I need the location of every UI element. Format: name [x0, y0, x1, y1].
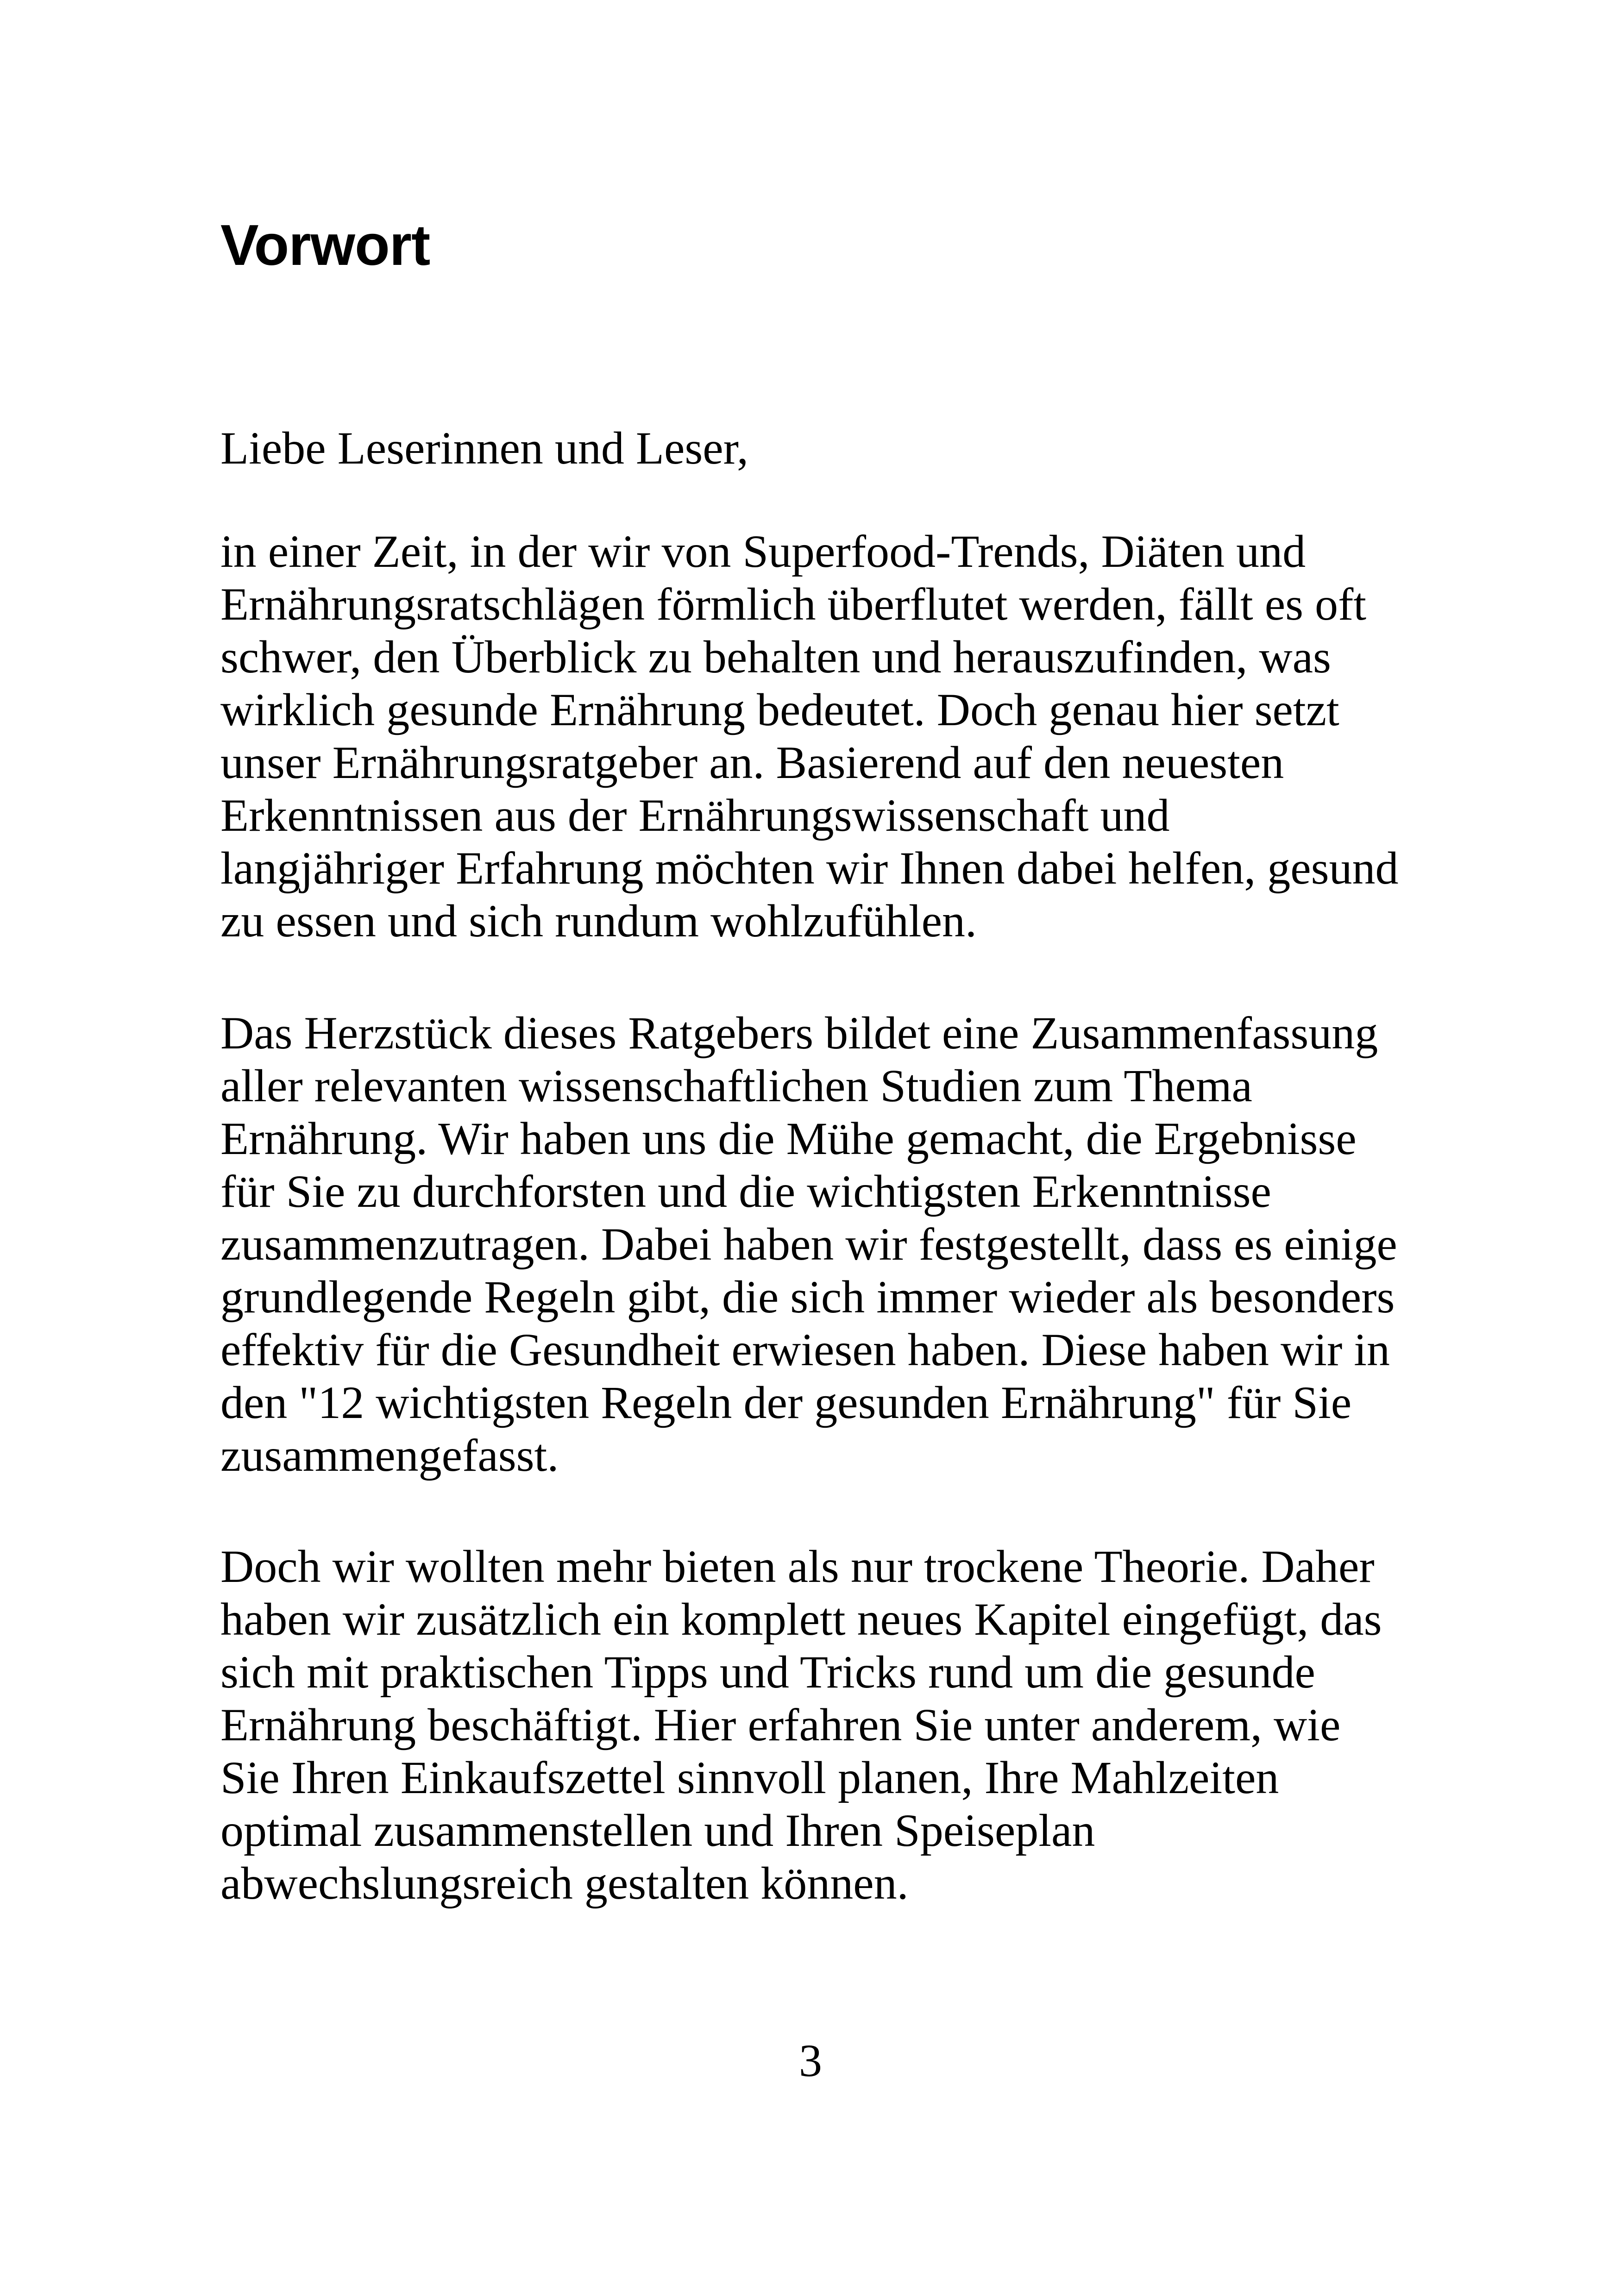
paragraph-line: Erkenntnissen aus der Ernährungswissenschaft und: [220, 790, 1170, 841]
paragraph-line: Doch wir wollten mehr bieten als nur trockene Theorie. Daher: [220, 1541, 1375, 1592]
page-title: Vorwort: [220, 213, 430, 277]
paragraph-line: haben wir zusätzlich ein komplett neues Kapitel eingefügt, das: [220, 1593, 1382, 1645]
paragraph-line: unser Ernährungsratgeber an. Basierend auf den neuesten: [220, 737, 1284, 788]
salutation: Liebe Leserinnen und Leser,: [220, 422, 748, 474]
paragraph-3: [220, 1540, 1382, 1910]
paragraph-line: Ernährung beschäftigt. Hier erfahren Sie unter anderem, wie: [220, 1699, 1341, 1750]
paragraph-2: [220, 1007, 1397, 1482]
paragraph-line: zusammenzutragen. Dabei haben wir festgestellt, dass es einige: [220, 1218, 1397, 1270]
paragraph-line: effektiv für die Gesundheit erwiesen haben. Diese haben wir in: [220, 1324, 1390, 1375]
paragraph-line: schwer, den Überblick zu behalten und herauszufinden, was: [220, 631, 1331, 683]
paragraph-line: aller relevanten wissenschaftlichen Studien zum Thema: [220, 1060, 1252, 1111]
paragraph-line: Sie Ihren Einkaufszettel sinnvoll planen, Ihre Mahlzeiten: [220, 1752, 1279, 1803]
paragraph-1: [220, 525, 1399, 947]
paragraph-line: langjähriger Erfahrung möchten wir Ihnen dabei helfen, gesund: [220, 842, 1399, 894]
paragraph-line: für Sie zu durchforsten und die wichtigsten Erkenntnisse: [220, 1166, 1271, 1217]
paragraph-line: grundlegende Regeln gibt, die sich immer wieder als besonders: [220, 1271, 1395, 1323]
paragraph-line: sich mit praktischen Tipps und Tricks rund um die gesunde: [220, 1646, 1315, 1698]
paragraph-line: in einer Zeit, in der wir von Superfood-Trends, Diäten und: [220, 526, 1306, 577]
paragraph-line: Das Herzstück dieses Ratgebers bildet eine Zusammenfassung: [220, 1007, 1378, 1059]
page-number: 3: [799, 2035, 822, 2086]
paragraph-line: zu essen und sich rundum wohlzufühlen.: [220, 895, 977, 947]
paragraph-line: den "12 wichtigsten Regeln der gesunden Ernährung" für Sie: [220, 1377, 1352, 1428]
paragraph-line: Ernährung. Wir haben uns die Mühe gemacht, die Ergebnisse: [220, 1113, 1357, 1164]
paragraph-line: zusammengefasst.: [220, 1430, 559, 1481]
paragraph-line: optimal zusammenstellen und Ihren Speiseplan: [220, 1805, 1095, 1856]
paragraph-line: Ernährungsratschlägen förmlich überflutet werden, fällt es oft: [220, 578, 1367, 630]
paragraph-line: abwechslungsreich gestalten können.: [220, 1857, 909, 1909]
paragraph-line: wirklich gesunde Ernährung bedeutet. Doch genau hier setzt: [220, 684, 1339, 735]
